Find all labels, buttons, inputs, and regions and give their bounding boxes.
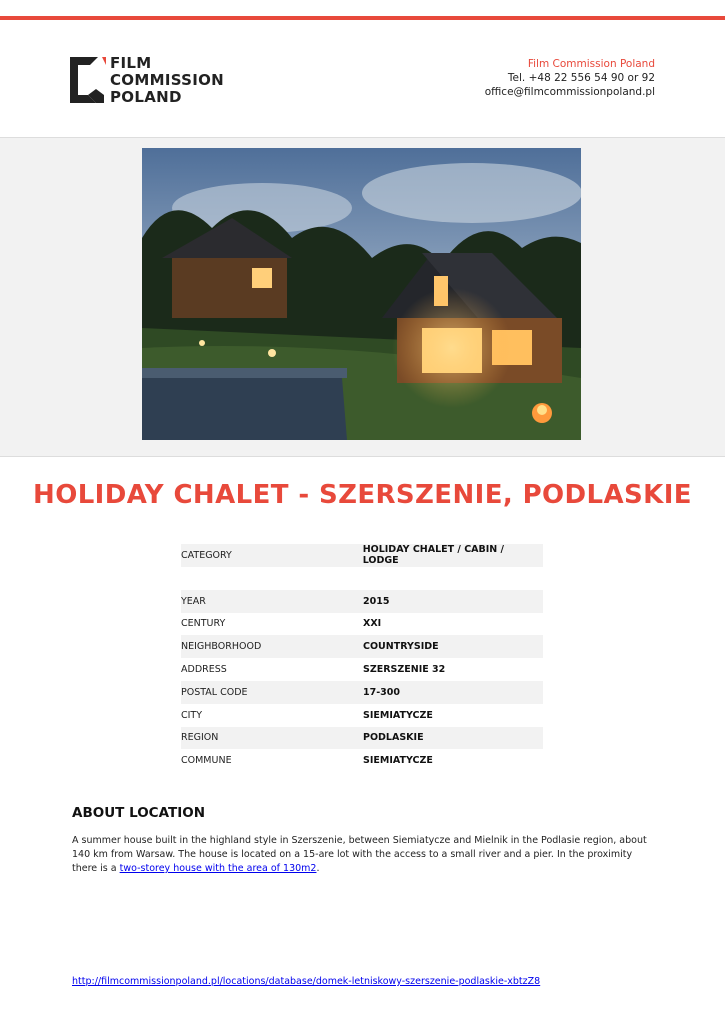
film-commission-logo[interactable]	[68, 55, 238, 110]
logo-text	[110, 55, 224, 106]
details-table	[181, 544, 543, 772]
contact-phone: Tel. +48 22 556 54 90 or 92	[507, 72, 655, 84]
logo-line-2: COMMISSION	[110, 71, 225, 89]
row-key: CATEGORY	[181, 549, 232, 561]
table-row	[181, 613, 543, 636]
row-key: COMMUNE	[181, 755, 232, 767]
row-key: YEAR	[181, 595, 206, 607]
related-location-link[interactable]: two-storey house with the area of 130m2	[119, 863, 317, 874]
about-body: A summer house built in the highland style in Szerszenie, between Siemiatycze and Mielnik in the Podlasie region, about 140 km from Warsaw. The house is located on a 15-are lot with the access to a small river and a pier. In the proximity there is a	[72, 835, 647, 874]
location-url-link[interactable]: http://filmcommissionpoland.pl/locations/database/domek-letniskowy-szerszenie-podlaskie-xbtzZ8	[72, 976, 541, 987]
row-key: NEIGHBORHOOD	[181, 641, 262, 653]
table-row	[181, 749, 543, 772]
row-value: 2015	[363, 595, 390, 607]
row-key: REGION	[181, 732, 219, 744]
location-photo	[142, 148, 581, 440]
page-title: HOLIDAY CHALET - SZERSZENIE, PODLASKIE	[33, 480, 692, 510]
row-value: SIEMIATYCZE	[363, 755, 433, 767]
row-value: PODLASKIE	[363, 732, 424, 744]
logo-line-3: POLAND	[110, 88, 182, 106]
row-value: 17-300	[363, 686, 400, 698]
row-value: SIEMIATYCZE	[363, 709, 433, 721]
logo-line-1: FILM	[110, 54, 152, 72]
top-accent-bar	[0, 16, 725, 20]
table-gap	[181, 567, 543, 590]
row-key: CITY	[181, 709, 203, 721]
row-value: SZERSZENIE 32	[363, 664, 446, 676]
row-key: CENTURY	[181, 618, 226, 630]
logo-frame-icon	[68, 55, 108, 107]
row-value: XXI	[363, 618, 382, 630]
table-row	[181, 658, 543, 681]
table-row	[181, 635, 543, 658]
table-row	[181, 727, 543, 750]
contact-block	[485, 57, 655, 99]
about-end: .	[316, 863, 320, 874]
contact-email: office@filmcommissionpoland.pl	[484, 86, 655, 98]
table-row	[181, 590, 543, 613]
table-row	[181, 681, 543, 704]
row-key: ADDRESS	[181, 664, 227, 676]
row-key: POSTAL CODE	[181, 686, 248, 698]
row-value: HOLIDAY CHALET / CABIN / LODGE	[362, 544, 505, 567]
about-heading: ABOUT LOCATION	[72, 805, 205, 821]
table-row	[181, 704, 543, 727]
table-row	[181, 544, 543, 567]
contact-org: Film Commission Poland	[527, 58, 655, 70]
row-value: COUNTRYSIDE	[363, 641, 439, 653]
about-text	[72, 834, 652, 876]
